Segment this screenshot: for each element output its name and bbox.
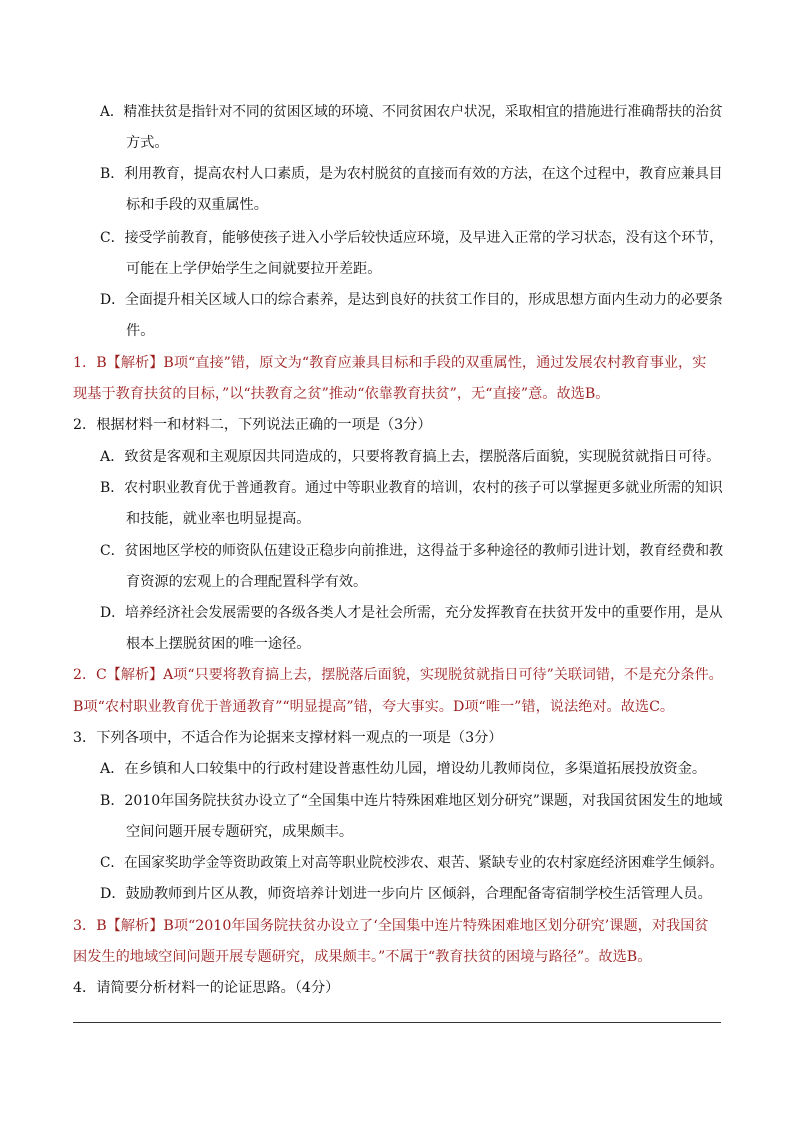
q2-answer-explanation-cont: B项“农村职业教育优于普通教育”“明显提高”错，夸大事实。D项“唯一”错，说法绝对。故选C。 [73, 699, 675, 715]
q1-answer-explanation: 1．B【解析】B项“直接”错，原文为“教育应兼具目标和手段的双重属性，通过发展农村教育事业，实 [73, 355, 707, 371]
q1-option-a: A．精准扶贫是指针对不同的贫困区域的环境、不同贫困农户状况，采取相宜的措施进行准确帮扶的治贫 [100, 104, 723, 120]
q2-option-b-cont: 和技能，就业率也明显提高。 [126, 511, 311, 527]
q2-option-b: B．农村职业教育优于普通教育。通过中等职业教育的培训，农村的孩子可以掌握更多就业所需的知识 [100, 480, 723, 496]
q3-question: 3．下列各项中，不适合作为论据来支撑材料一观点的一项是（3分） [73, 730, 503, 746]
q1-option-c: C．接受学前教育，能够使孩子进入小学后较快适应环境，及早进入正常的学习状态，没有这个环节， [100, 230, 724, 246]
q1-option-d-cont: 件。 [126, 323, 155, 339]
q2-question: 2．根据材料一和材料二，下列说法正确的一项是（3分） [73, 417, 432, 433]
q1-answer-explanation-cont: 现基于教育扶贫的目标，”以“扶教育之贫”推动“依靠教育扶贫”，无“直接”意。故选B。 [73, 386, 610, 402]
q2-option-c: C．贫困地区学校的师资队伍建设正稳步向前推进，这得益于多种途径的教师引进计划，教育经费和教 [100, 543, 724, 559]
q3-answer-explanation: 3．B【解析】B项“2010年国务院扶贫办设立了‘全国集中连片特殊困难地区划分研究’课题，对我国贫 [73, 918, 709, 934]
q2-option-d: D．培养经济社会发展需要的各级各类人才是社会所需，充分发挥教育在扶贫开发中的重要作用，是从 [100, 605, 723, 621]
q3-option-b: B．2010年国务院扶贫办设立了“全国集中连片特殊困难地区划分研究”课题，对我国贫困发生的地域 [100, 793, 723, 809]
q1-option-a-cont: 方式。 [126, 135, 169, 151]
q4-question: 4．请简要分析材料一的论证思路。（4分） [73, 980, 340, 996]
q2-answer-explanation: 2．C【解析】A项“只要将教育搞上去，摆脱落后面貌，实现脱贫就指日可待”关联词错，不是充分条件。 [73, 667, 723, 683]
q2-option-a: A．致贫是客观和主观原因共同造成的，只要将教育搞上去，摆脱落后面貌，实现脱贫就指日可待。 [100, 449, 721, 465]
q3-option-a: A．在乡镇和人口较集中的行政村建设普惠性幼儿园，增设幼儿教师岗位，多渠道拓展投放资金。 [100, 761, 707, 777]
answer-line-divider [73, 1022, 721, 1023]
q2-option-c-cont: 育资源的宏观上的合理配置科学有效。 [126, 574, 368, 590]
q1-option-c-cont: 可能在上学伊始学生之间就要拉开差距。 [126, 261, 382, 277]
q1-option-b-cont: 标和手段的双重属性。 [126, 197, 268, 213]
q3-option-c: C．在国家奖助学金等资助政策上对高等职业院校涉农、艰苦、紧缺专业的农村家庭经济困难学生倾斜。 [100, 855, 724, 871]
q1-option-d: D．全面提升相关区域人口的综合素养，是达到良好的扶贫工作目的，形成思想方面内生动力的必要条 [100, 292, 723, 308]
q3-option-b-cont: 空间问题开展专题研究，成果颇丰。 [126, 824, 354, 840]
q2-option-d-cont: 根本上摆脱贫困的唯一途径。 [126, 636, 311, 652]
q1-option-b: B．利用教育，提高农村人口素质，是为农村脱贫的直接而有效的方法，在这个过程中，教育应兼具目 [100, 166, 723, 182]
q3-answer-explanation-cont: 困发生的地域空间问题开展专题研究，成果颇丰。”不属于“教育扶贫的困境与路径”。故选B。 [73, 949, 652, 965]
q3-option-d: D．鼓励教师到片区从教，师资培养计划进一步向片 区倾斜，合理配备寄宿制学校生活管理人员。 [100, 886, 712, 902]
